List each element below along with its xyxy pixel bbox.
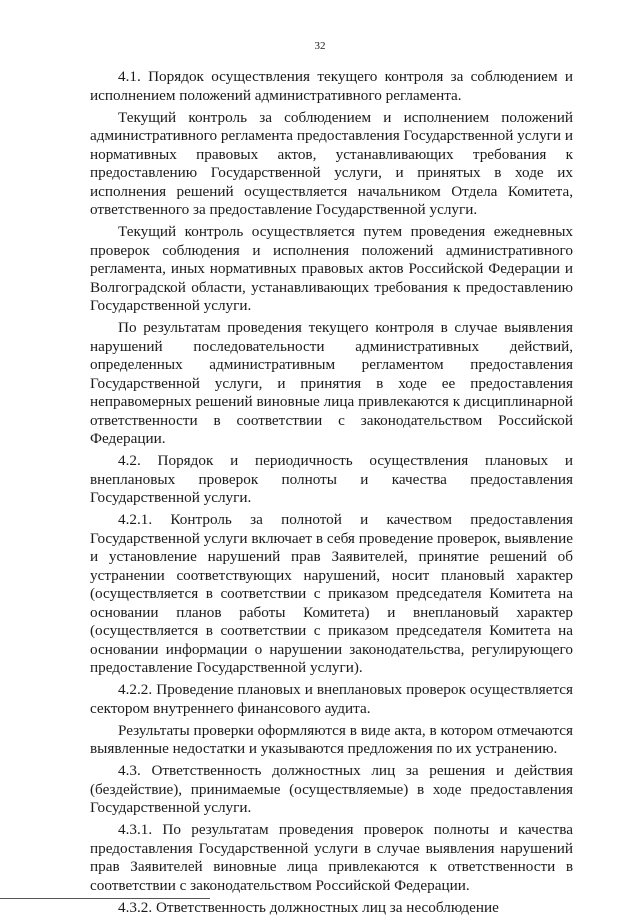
paragraph-4-2-2: 4.2.2. Проведение плановых и внеплановых проверок осуществляется сектором внутреннего финансового аудита. bbox=[90, 681, 573, 717]
paragraph-current-control-results: По результатам проведения текущего контроля в случае выявления нарушений последовательности административных действий, определенных административным регламентом предоставления Государственной услуги, и принятия в ходе ее предоставления неправомерных решений виновные лица привлекаются к дисциплинарной ответственности в соответствии с законодательством Российской Федерации. bbox=[90, 319, 573, 447]
paragraph-4-1-heading: 4.1. Порядок осуществления текущего контроля за соблюдением и исполнением положений административного регламента. bbox=[90, 68, 573, 104]
page-number: 32 bbox=[314, 40, 326, 52]
paragraph-4-3-heading: 4.3. Ответственность должностных лиц за решения и действия (бездействие), принимаемые (осуществляемые) в ходе предоставления Государственной услуги. bbox=[90, 762, 573, 816]
paragraph-4-2-heading: 4.2. Порядок и периодичность осуществления плановых и внеплановых проверок полноты и качества предоставления Государственной услуги. bbox=[90, 452, 573, 506]
document-body bbox=[90, 68, 573, 921]
paragraph-4-3-1: 4.3.1. По результатам проведения проверок полноты и качества предоставления Государственной услуги в случае выявления нарушений прав Заявителей виновные лица привлекаются к ответственности в соответствии с законодательством Российской Федерации. bbox=[90, 821, 573, 894]
paragraph-inspection-results: Результаты проверки оформляются в виде акта, в котором отмечаются выявленные недостатки и указываются предложения по их устранению. bbox=[90, 721, 573, 757]
paragraph-4-3-2: 4.3.2. Ответственность должностных лиц за несоблюдение bbox=[118, 898, 499, 916]
paragraph-4-2-1: 4.2.1. Контроль за полнотой и качеством предоставления Государственной услуги включает в себя проведение проверок, выявление и установление нарушений прав Заявителей, принятие решений об устранении соответствующих нарушений, носит плановый характер (осуществляется в соответствии с приказом председателя Комитета на основании планов работы Комитета) и внеплановый характер (осуществляется в соответствии с приказом председателя Комитета на основании информации о нарушении законодательства, регулирующего предоставление Государственной услуги). bbox=[90, 511, 573, 676]
footer-rule bbox=[0, 898, 210, 899]
paragraph-current-control-scope: Текущий контроль за соблюдением и исполнением положений административного регламента предоставления Государственной услуги и нормативных правовых актов, устанавливающих требования к предоставлению Государственной услуги, и принятых в ходе их исполнения решений осуществляется начальником Отдела Комитета, ответственного за предоставление Государственной услуги. bbox=[90, 108, 573, 218]
paragraph-current-control-method: Текущий контроль осуществляется путем проведения ежедневных проверок соблюдения и исполнения положений административного регламента, иных нормативных правовых актов Российской Федерации и Волгоградской области, устанавливающих требования к предоставлению Государственной услуги. bbox=[90, 223, 573, 314]
